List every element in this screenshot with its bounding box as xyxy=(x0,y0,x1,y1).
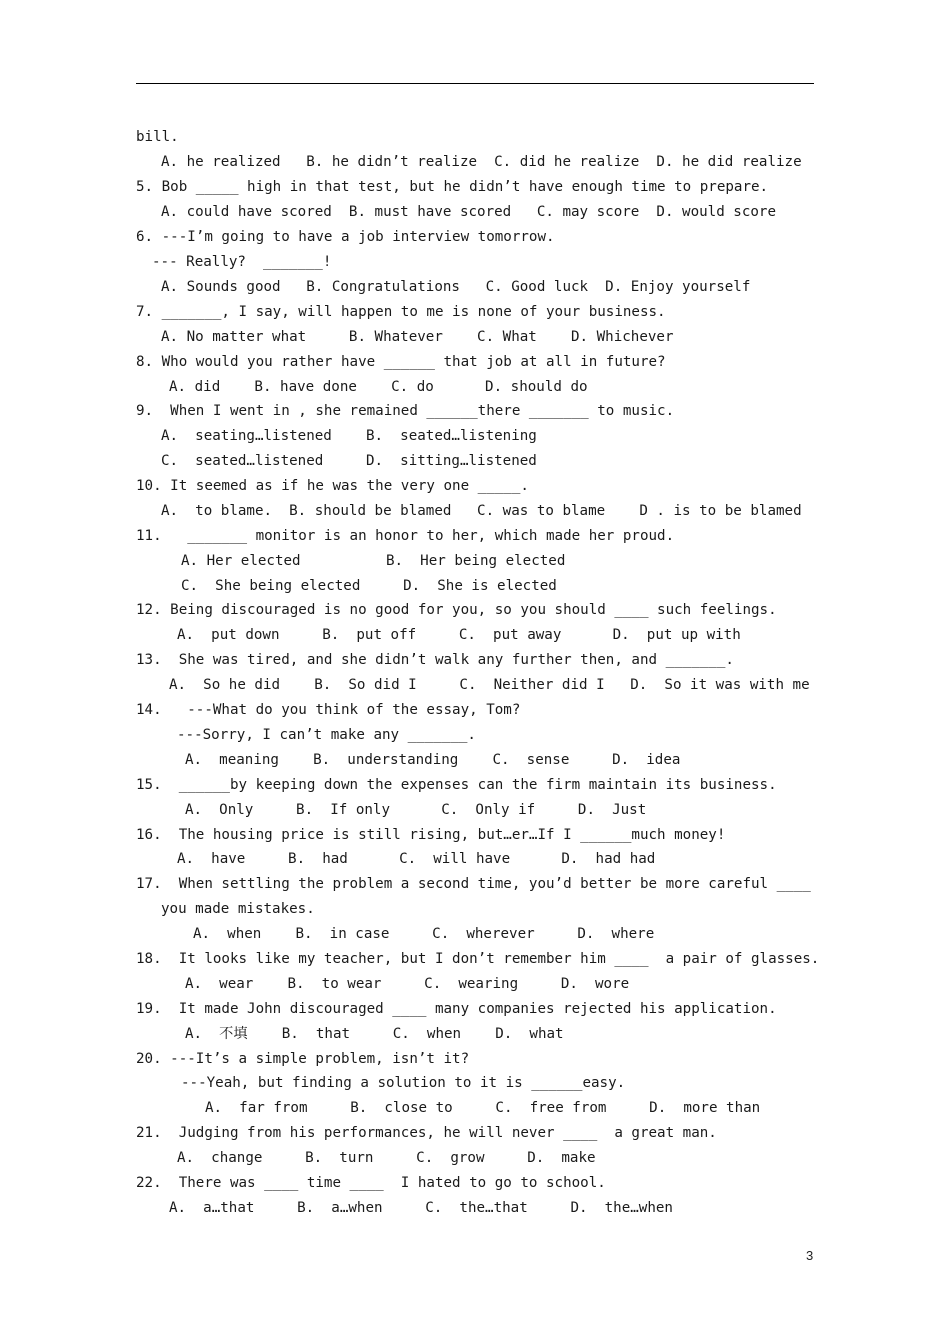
options-8: A. did B. have done C. do D. should do xyxy=(169,379,588,395)
question-9: 9. When I went in , she remained ______there _______ to music. xyxy=(136,403,675,419)
question-21: 21. Judging from his performances, he will never ____ a great man. xyxy=(136,1125,717,1141)
options-17: A. when B. in case C. wherever D. where xyxy=(193,926,655,942)
question-19: 19. It made John discouraged ____ many companies rejected his application. xyxy=(136,1001,777,1017)
options-10: A. to blame. B. should be blamed C. was to blame D . is to be blamed xyxy=(161,503,802,519)
question-17: 17. When settling the problem a second time, you’d better be more careful ____ xyxy=(136,876,811,892)
options-15: A. Only B. If only C. Only if D. Just xyxy=(185,802,647,818)
question-14: 14. ---What do you think of the essay, Tom? xyxy=(136,702,521,718)
text-line: ---Sorry, I can’t make any _______. xyxy=(177,727,476,743)
options-7: A. No matter what B. Whatever C. What D. Whichever xyxy=(161,329,674,345)
question-13: 13. She was tired, and she didn’t walk any further then, and _______. xyxy=(136,652,734,668)
question-18: 18. It looks like my teacher, but I don’t remember him ____ a pair of glasses. xyxy=(136,951,820,967)
options-14: A. meaning B. understanding C. sense D. idea xyxy=(185,752,681,768)
question-22: 22. There was ____ time ____ I hated to go to school. xyxy=(136,1175,606,1191)
options-9: A. seating…listened B. seated…listening xyxy=(161,428,537,444)
text-line: A. he realized B. he didn’t realize C. did he realize D. he did realize xyxy=(161,154,802,170)
options-9: C. seated…listened D. sitting…listened xyxy=(161,453,537,469)
question-20: 20. ---It’s a simple problem, isn’t it? xyxy=(136,1051,470,1067)
options-13: A. So he did B. So did I C. Neither did I D. So it was with me xyxy=(169,677,810,693)
page-number: 3 xyxy=(806,1248,814,1263)
question-15: 15. ______by keeping down the expenses can the firm maintain its business. xyxy=(136,777,777,793)
options-20: A. far from B. close to C. free from D. more than xyxy=(205,1100,761,1116)
question-8: 8. Who would you rather have ______ that job at all in future? xyxy=(136,354,666,370)
question-12: 12. Being discouraged is no good for you, so you should ____ such feelings. xyxy=(136,602,777,618)
question-16: 16. The housing price is still rising, but…er…If I ______much money! xyxy=(136,827,726,843)
text-line: ---Yeah, but finding a solution to it is ______easy. xyxy=(181,1075,626,1091)
options-5: A. could have scored B. must have scored C. may score D. would score xyxy=(161,204,776,220)
question-11: 11. _______ monitor is an honor to her, which made her proud. xyxy=(136,528,675,544)
text-line: bill. xyxy=(136,129,179,145)
question-6: 6. ---I’m going to have a job interview tomorrow. xyxy=(136,229,555,245)
text-line: --- Really? _______! xyxy=(152,254,332,270)
options-19: A. 不填 B. that C. when D. what xyxy=(185,1026,564,1042)
question-5: 5. Bob _____ high in that test, but he didn’t have enough time to prepare. xyxy=(136,179,769,195)
options-12: A. put down B. put off C. put away D. put up with xyxy=(177,627,741,643)
text-line: you made mistakes. xyxy=(161,901,315,917)
options-16: A. have B. had C. will have D. had had xyxy=(177,851,656,867)
options-6: A. Sounds good B. Congratulations C. Good luck D. Enjoy yourself xyxy=(161,279,751,295)
question-10: 10. It seemed as if he was the very one _____. xyxy=(136,478,529,494)
options-18: A. wear B. to wear C. wearing D. wore xyxy=(185,976,630,992)
header-rule xyxy=(136,83,814,84)
options-11: C. She being elected D. She is elected xyxy=(181,578,557,594)
options-21: A. change B. turn C. grow D. make xyxy=(177,1150,596,1166)
question-7: 7. _______, I say, will happen to me is none of your business. xyxy=(136,304,666,320)
options-11: A. Her elected B. Her being elected xyxy=(181,553,566,569)
options-22: A. a…that B. a…when C. the…that D. the…when xyxy=(169,1200,673,1216)
